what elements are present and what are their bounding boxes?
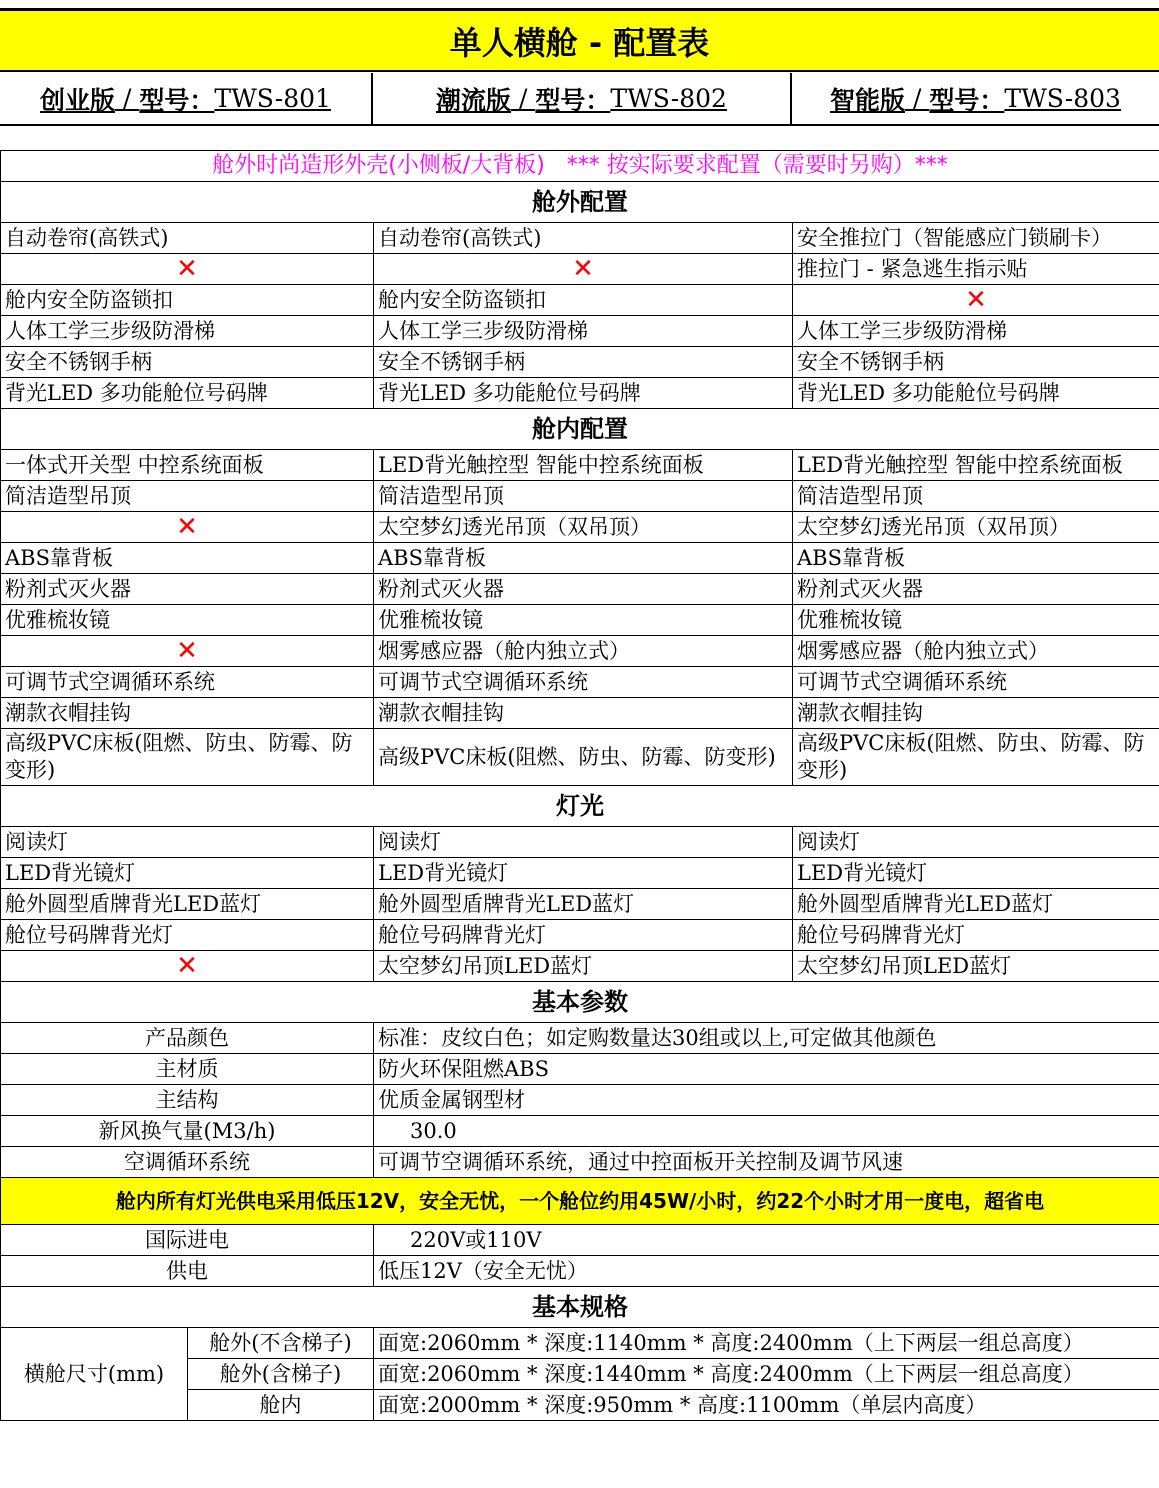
table-row (1, 1085, 1159, 1116)
interior-cell: 简洁造型吊顶 (1, 481, 374, 512)
exterior-cell: 安全推拉门（智能感应门锁刷卡） (793, 223, 1159, 254)
power-note: 舱内所有灯光供电采用低压12V，安全无忧，一个舱位约用45W/小时，约22个小时才用一度电，超省电 (1, 1178, 1159, 1225)
param-value: 防火环保阻燃ABS (374, 1054, 1159, 1085)
power-label: 国际进电 (1, 1225, 374, 1256)
cross-icon: ✕ (374, 254, 793, 285)
param-label: 主结构 (1, 1085, 374, 1116)
model-header (0, 73, 1159, 126)
interior-cell: 优雅梳妆镜 (1, 605, 374, 636)
table-row (1, 1328, 1159, 1359)
interior-cell: ABS靠背板 (793, 543, 1159, 574)
exterior-header (1, 182, 1159, 223)
exterior-cell: 舱内安全防盗锁扣 (374, 285, 793, 316)
lighting-cell: 舱外圆型盾牌背光LED蓝灯 (793, 889, 1159, 920)
exterior-cell: 舱内安全防盗锁扣 (1, 285, 374, 316)
interior-cell: 粉剂式灭火器 (1, 574, 374, 605)
table-row (1, 729, 1159, 786)
section-title: 灯光 (1, 786, 1159, 827)
exterior-cell: 安全不锈钢手柄 (793, 347, 1159, 378)
param-value: 优质金属钢型材 (374, 1085, 1159, 1116)
table-row (1, 1147, 1159, 1178)
interior-cell: 可调节式空调循环系统 (374, 667, 793, 698)
interior-cell: 太空梦幻透光吊顶（双吊顶） (374, 512, 793, 543)
table-row (1, 667, 1159, 698)
interior-cell: ABS靠背板 (374, 543, 793, 574)
exterior-cell: 自动卷帘(高铁式) (1, 223, 374, 254)
interior-cell: ABS靠背板 (1, 543, 374, 574)
exterior-cell: 背光LED 多功能舱位号码牌 (374, 378, 793, 409)
power-value: 220V或110V (374, 1225, 1159, 1256)
page-title: 单人横舱 - 配置表 (0, 8, 1159, 72)
table-row (1, 481, 1159, 512)
model-edition: 潮流版 (436, 85, 512, 115)
table-row (1, 1116, 1159, 1147)
banner-text: 舱外时尚造形外壳(小侧板/大背板) *** 按实际要求配置（需要时另购）*** (1, 151, 1159, 182)
interior-cell: 优雅梳妆镜 (374, 605, 793, 636)
table-row (1, 1225, 1159, 1256)
param-label: 产品颜色 (1, 1023, 374, 1054)
lighting-cell: 舱位号码牌背光灯 (1, 920, 374, 951)
cross-icon: ✕ (793, 285, 1159, 316)
lighting-cell: 舱位号码牌背光灯 (793, 920, 1159, 951)
table-row (1, 951, 1159, 982)
lighting-cell: LED背光镜灯 (374, 858, 793, 889)
lighting-cell: 太空梦幻吊顶LED蓝灯 (793, 951, 1159, 982)
interior-cell: 潮款衣帽挂钩 (374, 698, 793, 729)
model-label: 型号： (929, 85, 1005, 115)
spec-label: 舱内 (188, 1390, 374, 1421)
exterior-cell: 背光LED 多功能舱位号码牌 (793, 378, 1159, 409)
lighting-cell: 舱外圆型盾牌背光LED蓝灯 (1, 889, 374, 920)
model-trend (373, 73, 792, 124)
interior-cell: 潮款衣帽挂钩 (1, 698, 374, 729)
config-table (0, 150, 1159, 1421)
param-label: 空调循环系统 (1, 1147, 374, 1178)
lighting-cell: 阅读灯 (1, 827, 374, 858)
power-label: 供电 (1, 1256, 374, 1287)
spec-value: 面宽:2000mm * 深度:950mm * 高度:1100mm（单层内高度） (374, 1390, 1159, 1421)
interior-cell: 粉剂式灭火器 (374, 574, 793, 605)
cross-icon: ✕ (1, 636, 374, 667)
model-sep: / (115, 84, 140, 113)
cross-icon: ✕ (1, 951, 374, 982)
param-label: 新风换气量(M3/h) (1, 1116, 374, 1147)
model-sep: / (511, 84, 536, 113)
interior-cell: 可调节式空调循环系统 (1, 667, 374, 698)
lighting-cell: 阅读灯 (793, 827, 1159, 858)
exterior-cell: 人体工学三步级防滑梯 (1, 316, 374, 347)
lighting-cell: 舱位号码牌背光灯 (374, 920, 793, 951)
interior-cell: 烟雾感应器（舱内独立式） (374, 636, 793, 667)
spec-label: 舱外(含梯子) (188, 1359, 374, 1390)
interior-cell: 烟雾感应器（舱内独立式） (793, 636, 1159, 667)
table-row (1, 378, 1159, 409)
interior-header (1, 409, 1159, 450)
cross-icon: ✕ (1, 254, 374, 285)
section-title: 基本参数 (1, 982, 1159, 1023)
model-smart (792, 73, 1159, 124)
exterior-cell: 背光LED 多功能舱位号码牌 (1, 378, 374, 409)
spec-value: 面宽:2060mm * 深度:1140mm * 高度:2400mm（上下两层一组总高度） (374, 1328, 1159, 1359)
cross-icon: ✕ (1, 512, 374, 543)
interior-cell: 可调节式空调循环系统 (793, 667, 1159, 698)
table-row (1, 605, 1159, 636)
model-code: TWS-803 (1004, 84, 1121, 113)
section-title: 舱外配置 (1, 182, 1159, 223)
interior-cell: 简洁造型吊顶 (793, 481, 1159, 512)
model-edition: 智能版 (830, 85, 906, 115)
table-row (1, 223, 1159, 254)
table-row (1, 858, 1159, 889)
model-startup (0, 73, 373, 124)
interior-cell: 潮款衣帽挂钩 (793, 698, 1159, 729)
section-title: 舱内配置 (1, 409, 1159, 450)
lighting-cell: LED背光镜灯 (793, 858, 1159, 889)
table-row (1, 1256, 1159, 1287)
spec-value: 面宽:2060mm * 深度:1440mm * 高度:2400mm（上下两层一组总高度） (374, 1359, 1159, 1390)
interior-cell: 太空梦幻透光吊顶（双吊顶） (793, 512, 1159, 543)
exterior-cell: 人体工学三步级防滑梯 (793, 316, 1159, 347)
model-code: TWS-801 (214, 84, 331, 113)
table-row (1, 920, 1159, 951)
table-row (1, 254, 1159, 285)
specs-header (1, 1287, 1159, 1328)
exterior-cell: 安全不锈钢手柄 (374, 347, 793, 378)
spec-group-label: 横舱尺寸(mm) (1, 1328, 188, 1421)
power-note-row (1, 1178, 1159, 1225)
param-value: 30.0 (374, 1116, 1159, 1147)
lighting-header (1, 786, 1159, 827)
model-label: 型号： (535, 85, 611, 115)
table-row (1, 285, 1159, 316)
interior-cell: 优雅梳妆镜 (793, 605, 1159, 636)
model-sep: / (905, 84, 930, 113)
lighting-cell: 舱外圆型盾牌背光LED蓝灯 (374, 889, 793, 920)
table-row (1, 543, 1159, 574)
params-header (1, 982, 1159, 1023)
interior-cell: 粉剂式灭火器 (793, 574, 1159, 605)
exterior-cell: 安全不锈钢手柄 (1, 347, 374, 378)
exterior-cell: 人体工学三步级防滑梯 (374, 316, 793, 347)
param-value: 可调节空调循环系统，通过中控面板开关控制及调节风速 (374, 1147, 1159, 1178)
table-row (1, 450, 1159, 481)
table-row (1, 512, 1159, 543)
power-value: 低压12V（安全无忧） (374, 1256, 1159, 1287)
param-value: 标准：皮纹白色；如定购数量达30组或以上,可定做其他颜色 (374, 1023, 1159, 1054)
interior-cell: 一体式开关型 中控系统面板 (1, 450, 374, 481)
banner-row (1, 151, 1159, 182)
lighting-cell: 阅读灯 (374, 827, 793, 858)
table-row (1, 1023, 1159, 1054)
table-row (1, 636, 1159, 667)
exterior-cell: 自动卷帘(高铁式) (374, 223, 793, 254)
table-row (1, 347, 1159, 378)
table-row (1, 698, 1159, 729)
interior-cell: 高级PVC床板(阻燃、防虫、防霉、防变形) (1, 729, 374, 786)
spec-label: 舱外(不含梯子) (188, 1328, 374, 1359)
interior-cell: 高级PVC床板(阻燃、防虫、防霉、防变形) (793, 729, 1159, 786)
model-code: TWS-802 (610, 84, 727, 113)
interior-cell: LED背光触控型 智能中控系统面板 (374, 450, 793, 481)
table-row (1, 889, 1159, 920)
section-title: 基本规格 (1, 1287, 1159, 1328)
interior-cell: LED背光触控型 智能中控系统面板 (793, 450, 1159, 481)
lighting-cell: 太空梦幻吊顶LED蓝灯 (374, 951, 793, 982)
table-row (1, 827, 1159, 858)
table-row (1, 1054, 1159, 1085)
model-label: 型号： (139, 85, 215, 115)
model-edition: 创业版 (40, 85, 116, 115)
lighting-cell: LED背光镜灯 (1, 858, 374, 889)
table-row (1, 316, 1159, 347)
exterior-cell: 推拉门 - 紧急逃生指示贴 (793, 254, 1159, 285)
interior-cell: 简洁造型吊顶 (374, 481, 793, 512)
param-label: 主材质 (1, 1054, 374, 1085)
interior-cell: 高级PVC床板(阻燃、防虫、防霉、防变形) (374, 729, 793, 786)
table-row (1, 574, 1159, 605)
